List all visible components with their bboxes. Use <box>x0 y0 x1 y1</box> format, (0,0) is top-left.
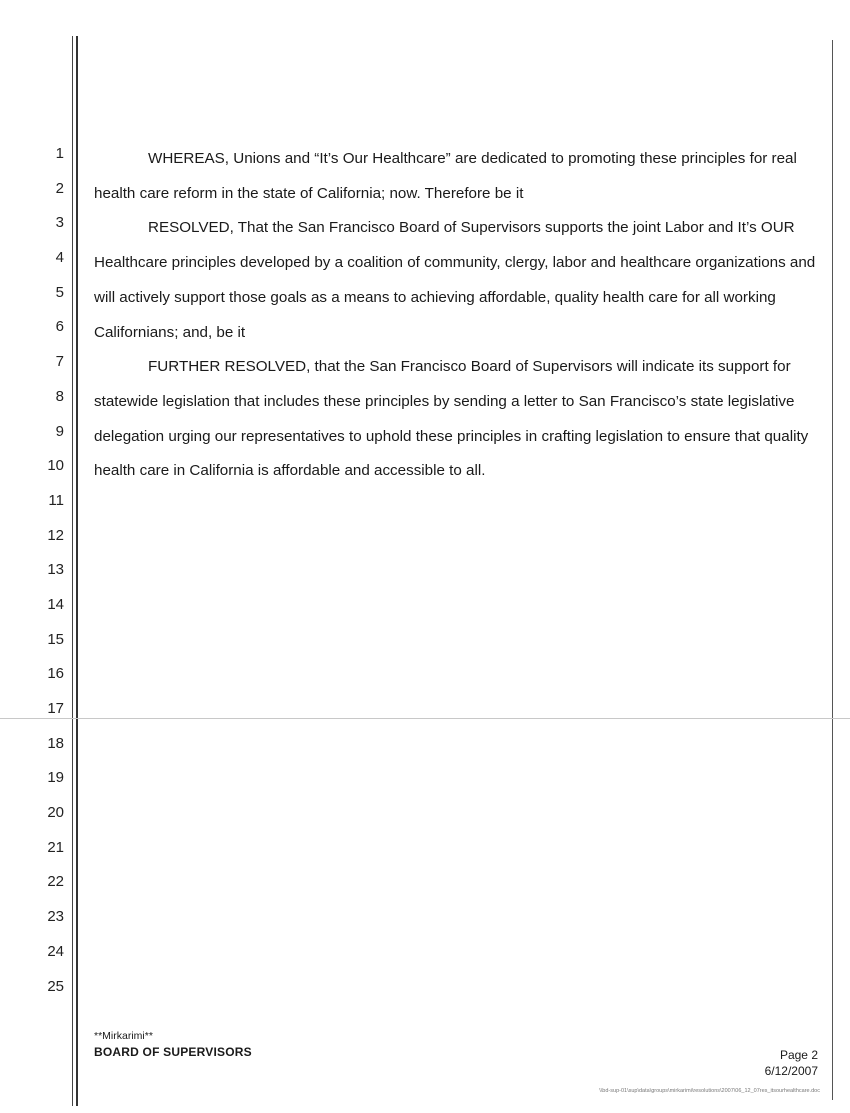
line-number: 22 <box>47 873 64 891</box>
page-number: Page 2 <box>779 1048 818 1062</box>
line-number: 14 <box>47 595 64 613</box>
further-resolved-paragraph: FURTHER RESOLVED, that the San Francisco Board of Supervisors will indicate its support for statewide legislation that includes these principles by sending a letter to San Francisco’s state legislative delegation urging our representatives to uphold these principles in crafting legislation to ensure that quality health care in California is affordable and accessible to all. <box>94 358 809 480</box>
line-number: 25 <box>47 977 64 995</box>
document-date: 6/12/2007 <box>764 1064 818 1078</box>
resolution-body <box>94 142 824 489</box>
whereas-paragraph: WHEREAS, Unions and “It’s Our Healthcare” are dedicated to promoting these principles for real health care reform in the state of California; now. Therefore be it <box>94 150 797 202</box>
line-number: 5 <box>55 283 64 301</box>
scan-fold-line <box>0 718 850 719</box>
line-number: 19 <box>47 769 64 787</box>
line-numbers <box>30 142 64 1009</box>
line-number: 8 <box>55 387 64 405</box>
line-number: 10 <box>47 457 64 475</box>
line-number: 11 <box>48 491 64 509</box>
footer-left <box>94 1028 252 1060</box>
line-number: 1 <box>55 145 64 162</box>
line-number: 24 <box>47 942 64 960</box>
line-number: 15 <box>47 630 64 648</box>
line-number: 21 <box>47 838 64 856</box>
line-number: 4 <box>55 249 64 267</box>
left-margin-rule <box>72 36 73 1106</box>
line-number: 20 <box>47 804 64 822</box>
line-number: 7 <box>55 353 64 371</box>
line-number: 12 <box>47 526 64 544</box>
footer-right <box>765 1047 818 1079</box>
file-path: \\bd-sup-01\sup\data\groups\mirkarimi\resolutions\2007\06_12_07res_itsourhealthcare.doc <box>599 1088 820 1094</box>
board-name: BOARD OF SUPERVISORS <box>94 1045 252 1059</box>
sponsor-name: **Mirkarimi** <box>94 1030 153 1042</box>
line-number: 18 <box>47 734 64 752</box>
line-number: 23 <box>47 908 64 926</box>
left-margin-double-rule <box>76 36 78 1106</box>
line-number: 3 <box>55 214 64 232</box>
line-number: 13 <box>47 561 64 579</box>
resolved-paragraph: RESOLVED, That the San Francisco Board of Supervisors supports the joint Labor and It’s OUR Healthcare principles developed by a coalition of community, clergy, labor and healthcare organizations and will actively support those goals as a means to achieving affordable, quality health care for all working Californians; and, be it <box>94 219 816 341</box>
line-number: 2 <box>55 179 64 197</box>
line-number: 16 <box>47 665 64 683</box>
right-margin-rule <box>832 40 833 1100</box>
line-number: 17 <box>47 700 64 717</box>
line-number: 9 <box>55 422 64 440</box>
line-number: 6 <box>55 318 64 336</box>
